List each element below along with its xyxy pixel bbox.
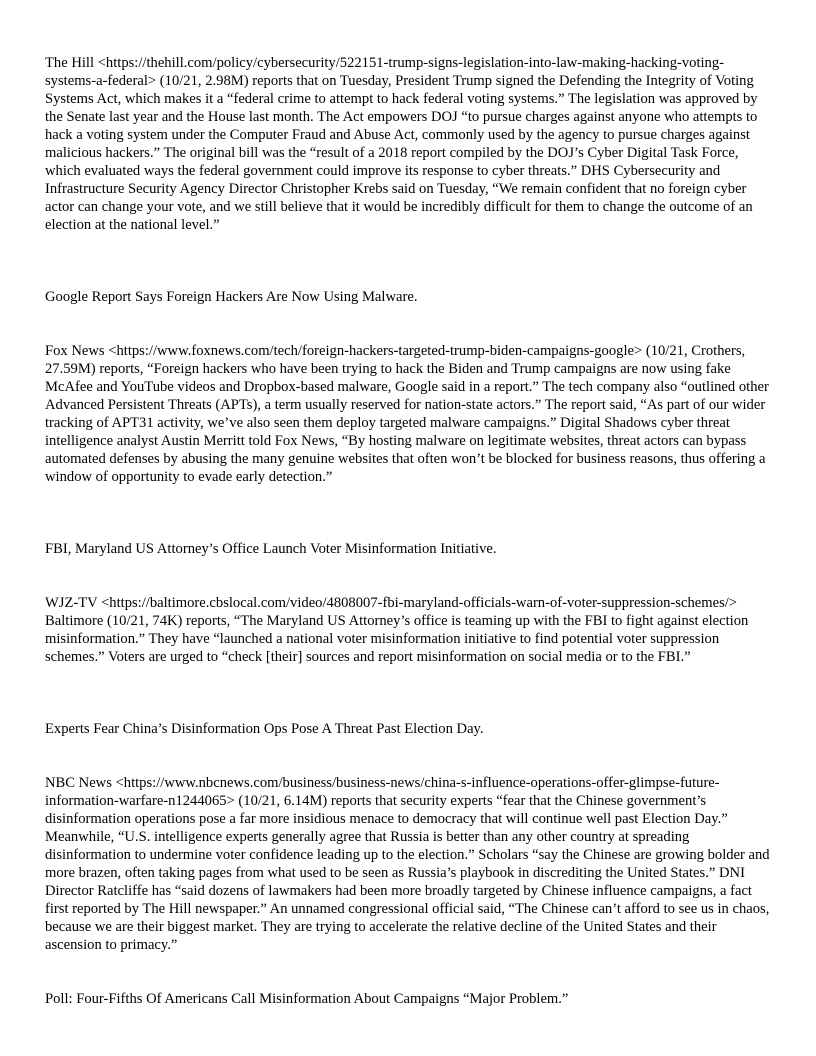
article-2-headline: Google Report Says Foreign Hackers Are Now Using Malware. [45,289,418,305]
article-5-headline: Poll: Four-Fifths Of Americans Call Misinformation About Campaigns “Major Problem.” [45,991,569,1007]
article-4-headline: Experts Fear China’s Disinformation Ops Pose A Threat Past Election Day. [45,721,484,737]
article-2-body: Fox News <https://www.foxnews.com/tech/foreign-hackers-targeted-trump-biden-campaigns-google> (10/21, Crothers, 27.59M) reports, “Foreign hackers who have been trying to hack the Biden and Trump campaigns are now using fake McAfee and YouTube videos and Dropbox-based malware, Google said in a report.” The tech company also “outlined other Advanced Persistent Threats (APTs), a term usually reserved for nation-state actors.” The report said, “As part of our wider tracking of APT31 activity, we’ve also seen them deploy targeted malware campaigns.” Digital Shadows cyber threat intelligence analyst Austin Merritt told Fox News, “By hosting malware on legitimate websites, threat actors can bypass automated defenses by abusing the many genuine websites that often won’t be blocked for business reasons, thus offering a window of opportunity to evade early detection.” [45,343,769,485]
article-1-body: The Hill <https://thehill.com/policy/cybersecurity/522151-trump-signs-legislation-into-law-making-hacking-voting-systems-a-federal> (10/21, 2.98M) reports that on Tuesday, President Trump signed the Defending the Integrity of Voting Systems Act, which makes it a “federal crime to attempt to hack federal voting systems.” The legislation was approved by the Senate last year and the House last month. The Act empowers DOJ “to pursue charges against anyone who attempts to hack a voting system under the Computer Fraud and Abuse Act, commonly used by the agency to pursue charges against malicious hackers.” The original bill was the “result of a 2018 report compiled by the DOJ’s Cyber Digital Task Force, which evaluated ways the federal government could improve its response to cyber threats.” DHS Cybersecurity and Infrastructure Security Agency Director Christopher Krebs said on Tuesday, “We remain confident that no foreign cyber actor can change your vote, and we still believe that it would be incredibly difficult for them to change the outcome of an election at the national level.” [45,55,758,233]
article-3-body: WJZ-TV <https://baltimore.cbslocal.com/video/4808007-fbi-maryland-officials-warn-of-voter-suppression-schemes/> Baltimore (10/21, 74K) reports, “The Maryland US Attorney’s office is teaming up with the FBI to fight against election misinformation.” They have “launched a national voter misinformation initiative to find potential voter suppression schemes.” Voters are urged to “check [their] sources and report misinformation on social media or to the FBI.” [45,595,749,665]
article-3-headline: FBI, Maryland US Attorney’s Office Launch Voter Misinformation Initiative. [45,541,497,557]
article-4-body: NBC News <https://www.nbcnews.com/business/business-news/china-s-influence-operations-offer-glimpse-future-information-warfare-n1244065> (10/21, 6.14M) reports that security experts “fear that the Chinese government’s disinformation operations pose a far more insidious menace to democracy that will continue well past Election Day.” Meanwhile, “U.S. intelligence experts generally agree that Russia is better than any other country at spreading disinformation to undermine voter confidence leading up to the election.” Scholars “say the Chinese are growing bolder and more brazen, often taking pages from what used to be seen as Russia’s playbook in discrediting the United States.” DNI Director Ratcliffe has “said dozens of lawmakers had been more broadly targeted by Chinese influence campaigns, a fact first reported by The Hill newspaper.” An unnamed congressional official said, “The Chinese can’t afford to see us in chaos, because we are their biggest market. They are trying to accelerate the relative decline of the United States and their ascension to primacy.” [45,775,770,953]
